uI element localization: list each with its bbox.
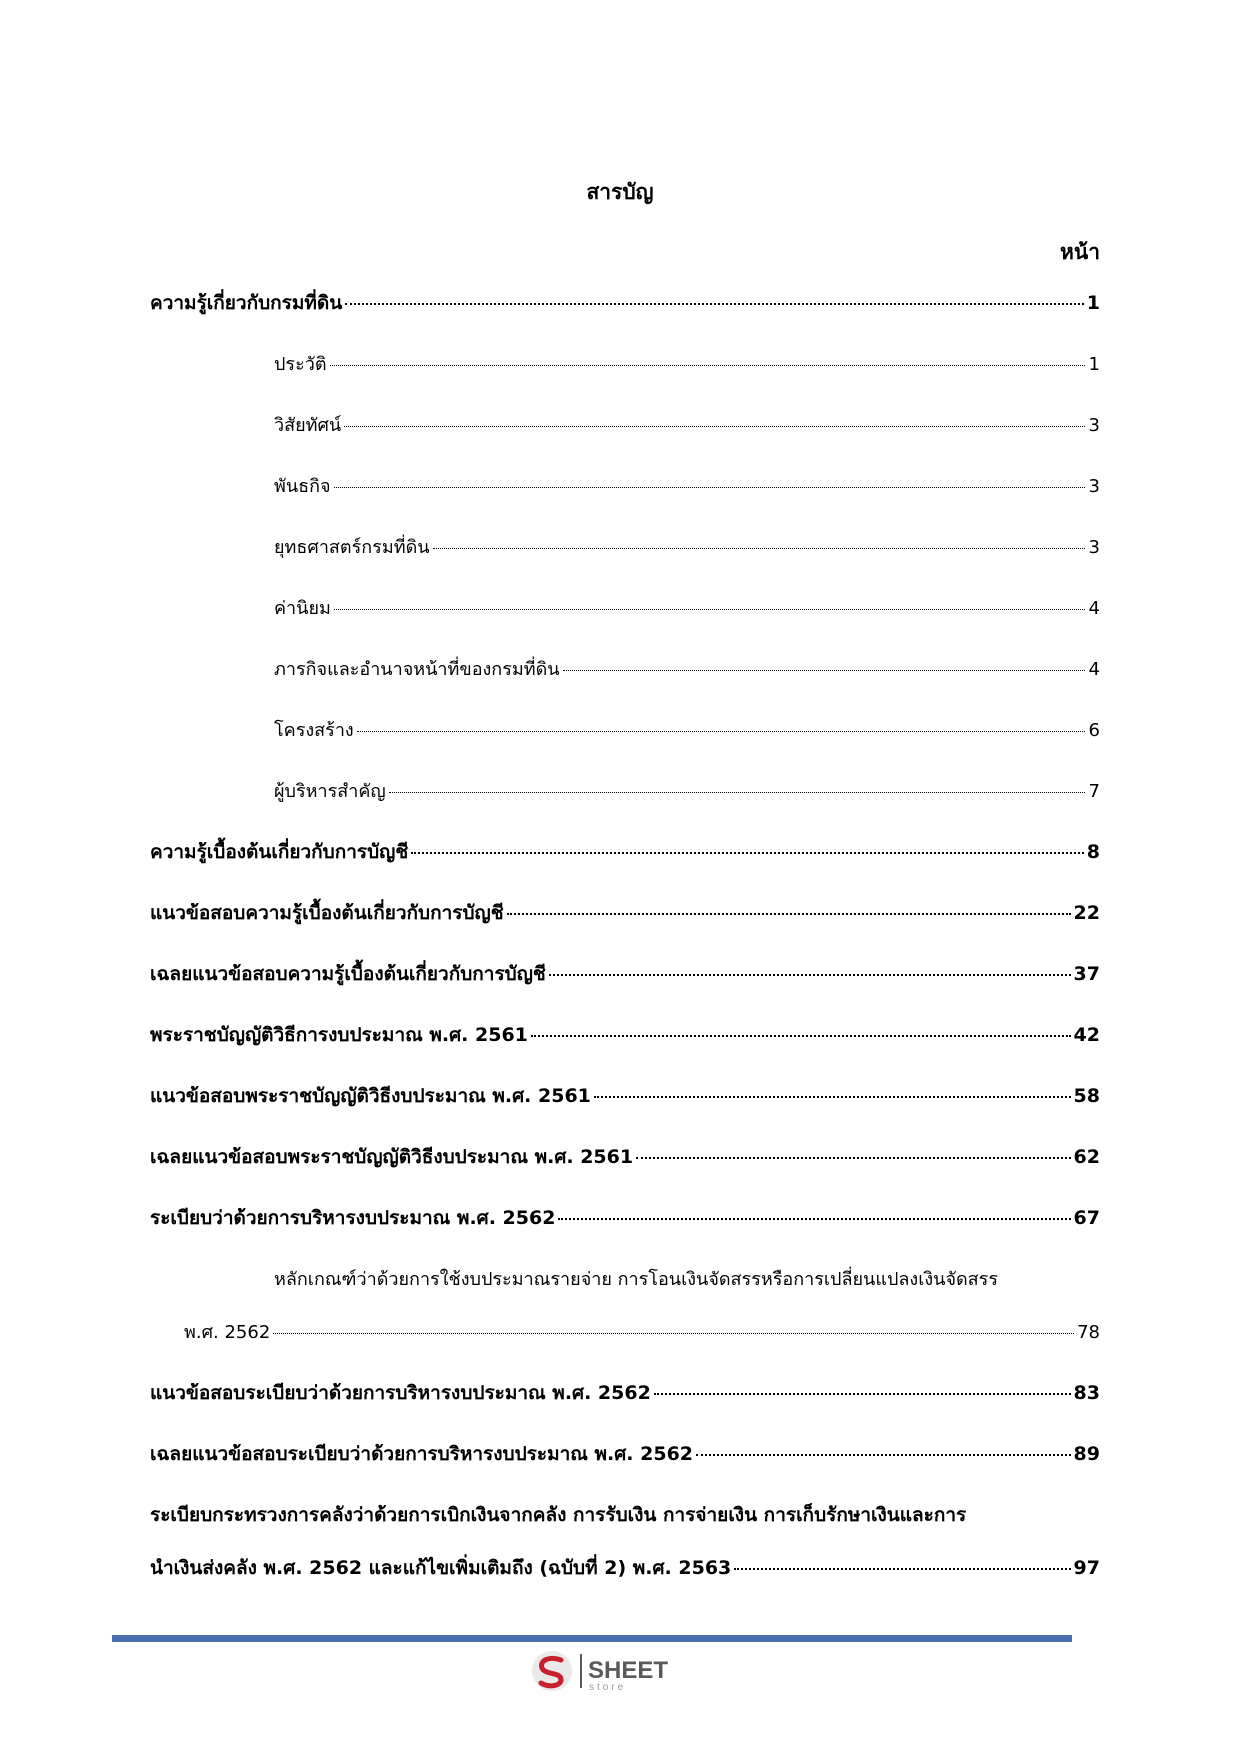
dot-leader bbox=[594, 1096, 1071, 1098]
toc-entry-page: 58 bbox=[1073, 1085, 1100, 1107]
footer-divider bbox=[112, 1635, 1072, 1642]
toc-subentry[interactable] bbox=[150, 410, 1100, 471]
toc-entry-label: เฉลยแนวข้อสอบความรู้เบื้องต้นเกี่ยวกับการบัญชี bbox=[150, 963, 546, 985]
dot-leader bbox=[344, 426, 1085, 427]
toc-entry-page: 42 bbox=[1073, 1024, 1100, 1046]
toc-entry-label: ระเบียบว่าด้วยการบริหารงบประมาณ พ.ศ. 2562 bbox=[150, 1207, 556, 1229]
toc-subentry[interactable] bbox=[150, 776, 1100, 837]
toc-entry-label: เฉลยแนวข้อสอบระเบียบว่าด้วยการบริหารงบประมาณ พ.ศ. 2562 bbox=[150, 1443, 694, 1465]
toc-entry-label: แนวข้อสอบพระราชบัญญัติวิธีงบประมาณ พ.ศ. 2561 bbox=[150, 1085, 591, 1107]
toc-entry[interactable] bbox=[150, 898, 1100, 959]
toc-entry-page: 89 bbox=[1073, 1443, 1100, 1465]
toc-entry-page: 4 bbox=[1088, 598, 1100, 619]
page-column-header: หน้า bbox=[1060, 240, 1100, 264]
toc-entry-page: 37 bbox=[1073, 963, 1100, 985]
toc-entry-page: 78 bbox=[1077, 1322, 1100, 1343]
toc-entry-label-line2: พ.ศ. 2562 bbox=[184, 1322, 271, 1343]
toc-entry-label: โครงสร้าง bbox=[274, 720, 354, 741]
toc-entry-page: 8 bbox=[1086, 841, 1100, 863]
toc-entry-page: 4 bbox=[1088, 659, 1100, 680]
toc-entry[interactable] bbox=[150, 1081, 1100, 1142]
toc-entry[interactable] bbox=[150, 1142, 1100, 1203]
dot-leader bbox=[507, 913, 1071, 915]
dot-leader bbox=[563, 670, 1085, 671]
page-title: สารบัญ bbox=[586, 180, 654, 204]
toc-entry-page: 3 bbox=[1088, 476, 1100, 497]
toc-entry[interactable] bbox=[150, 288, 1100, 349]
toc-entry-page: 3 bbox=[1088, 537, 1100, 558]
toc-entry[interactable] bbox=[150, 1439, 1100, 1500]
dot-leader bbox=[636, 1157, 1070, 1159]
logo-wordmark: SHEET bbox=[588, 1657, 669, 1684]
dot-leader bbox=[357, 731, 1085, 732]
dot-leader bbox=[330, 365, 1085, 366]
dot-leader bbox=[433, 548, 1085, 549]
dot-leader bbox=[549, 974, 1071, 976]
dot-leader bbox=[273, 1333, 1074, 1334]
toc-entry-page: 3 bbox=[1088, 415, 1100, 436]
toc-entry-label-line1: หลักเกณฑ์ว่าด้วยการใช้งบประมาณรายจ่าย การโอนเงินจัดสรรหรือการเปลี่ยนแปลงเงินจัดสรร bbox=[274, 1269, 999, 1290]
dot-leader bbox=[734, 1568, 1070, 1570]
dot-leader bbox=[411, 852, 1084, 854]
logo-separator bbox=[580, 1654, 582, 1688]
toc-subentry[interactable] bbox=[150, 471, 1100, 532]
toc-entry[interactable] bbox=[150, 1378, 1100, 1439]
toc-entry-label: แนวข้อสอบระเบียบว่าด้วยการบริหารงบประมาณ พ.ศ. 2562 bbox=[150, 1382, 651, 1404]
dot-leader bbox=[558, 1218, 1070, 1220]
toc-entry-label: ภารกิจและอำนาจหน้าที่ของกรมที่ดิน bbox=[274, 659, 560, 680]
toc-subentry[interactable] bbox=[150, 349, 1100, 410]
toc-entry-label: พันธกิจ bbox=[274, 476, 331, 497]
toc-entry-page: 1 bbox=[1086, 292, 1100, 314]
toc-entry[interactable] bbox=[150, 1020, 1100, 1081]
toc-entry-label: ความรู้เบื้องต้นเกี่ยวกับการบัญชี bbox=[150, 841, 409, 863]
toc-entry-label: ผู้บริหารสำคัญ bbox=[274, 781, 386, 802]
toc-entry[interactable] bbox=[150, 1500, 1100, 1614]
table-of-contents bbox=[150, 288, 1100, 1614]
toc-entry-page: 67 bbox=[1073, 1207, 1100, 1229]
toc-entry[interactable] bbox=[150, 837, 1100, 898]
logo-subtext: store bbox=[589, 1682, 627, 1693]
toc-entry-label-line1: ระเบียบกระทรวงการคลังว่าด้วยการเบิกเงินจากคลัง การรับเงิน การจ่ายเงิน การเก็บรักษาเงินและการ bbox=[150, 1504, 967, 1526]
dot-leader bbox=[654, 1393, 1071, 1395]
toc-entry-label: ค่านิยม bbox=[274, 598, 331, 619]
toc-entry-label-line2: นำเงินส่งคลัง พ.ศ. 2562 และแก้ไขเพิ่มเติมถึง (ฉบับที่ 2) พ.ศ. 2563 bbox=[150, 1557, 732, 1579]
toc-entry[interactable] bbox=[150, 1203, 1100, 1264]
toc-entry-page: 6 bbox=[1088, 720, 1100, 741]
toc-entry-page: 97 bbox=[1073, 1557, 1100, 1579]
toc-entry[interactable] bbox=[150, 959, 1100, 1020]
toc-entry-label: ยุทธศาสตร์กรมที่ดิน bbox=[274, 537, 430, 558]
toc-entry-label: แนวข้อสอบความรู้เบื้องต้นเกี่ยวกับการบัญชี bbox=[150, 902, 504, 924]
dot-leader bbox=[389, 792, 1085, 793]
toc-entry-label: ความรู้เกี่ยวกับกรมที่ดิน bbox=[150, 292, 343, 314]
toc-entry-label: พระราชบัญญัติวิธีการงบประมาณ พ.ศ. 2561 bbox=[150, 1024, 528, 1046]
dot-leader bbox=[334, 609, 1085, 610]
toc-subentry[interactable] bbox=[150, 1264, 1100, 1378]
toc-subentry[interactable] bbox=[150, 532, 1100, 593]
toc-subentry[interactable] bbox=[150, 715, 1100, 776]
dot-leader bbox=[531, 1035, 1071, 1037]
toc-subentry[interactable] bbox=[150, 593, 1100, 654]
toc-entry-page: 62 bbox=[1073, 1146, 1100, 1168]
toc-entry-page: 1 bbox=[1088, 354, 1100, 375]
dot-leader bbox=[345, 303, 1084, 305]
toc-entry-label: วิสัยทัศน์ bbox=[274, 415, 342, 436]
sheet-store-logo bbox=[530, 1648, 710, 1694]
toc-entry-label: เฉลยแนวข้อสอบพระราชบัญญัติวิธีงบประมาณ พ.ศ. 2561 bbox=[150, 1146, 634, 1168]
toc-entry-page: 7 bbox=[1088, 781, 1100, 802]
dot-leader bbox=[334, 487, 1085, 488]
toc-subentry[interactable] bbox=[150, 654, 1100, 715]
toc-entry-page: 22 bbox=[1073, 902, 1100, 924]
toc-entry-page: 83 bbox=[1073, 1382, 1100, 1404]
toc-entry-label: ประวัติ bbox=[274, 354, 327, 375]
dot-leader bbox=[696, 1454, 1071, 1456]
